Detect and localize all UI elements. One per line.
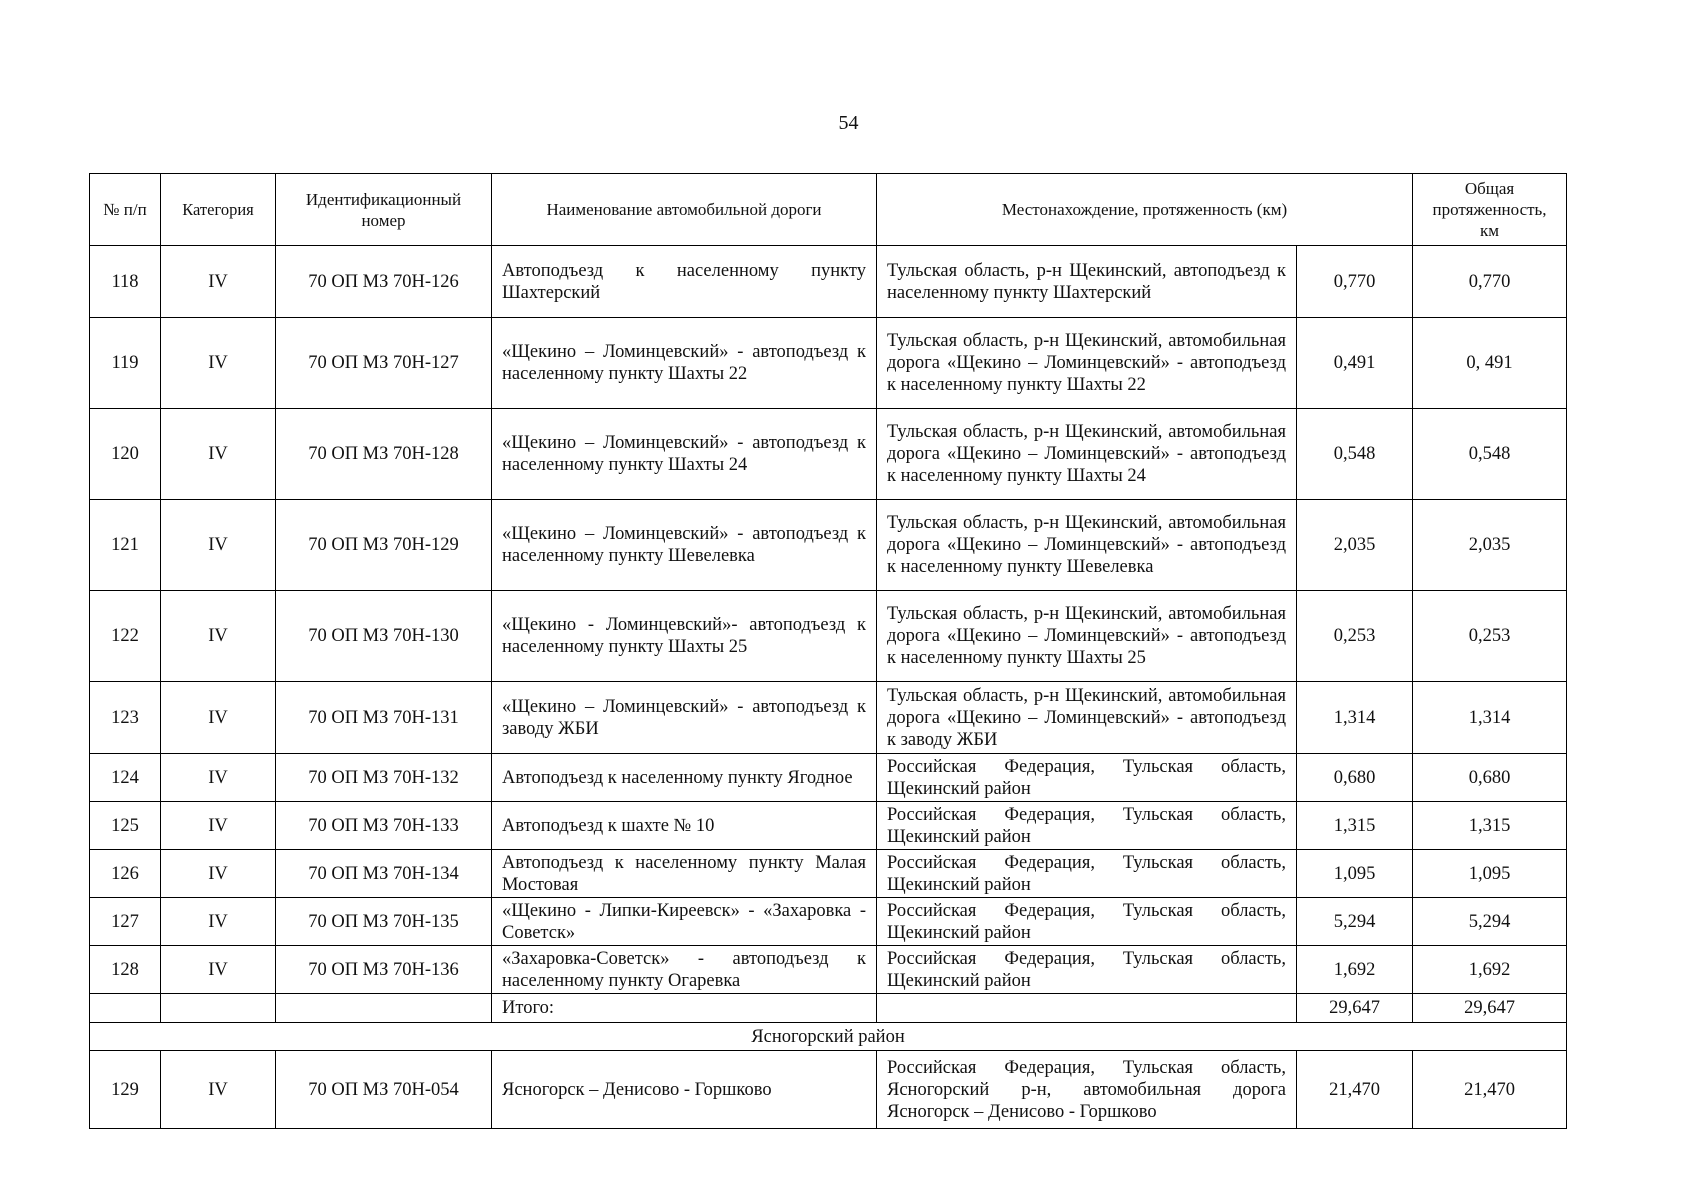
total-row <box>90 994 1567 1023</box>
row-length: 1,692 <box>1297 946 1413 994</box>
row-category: IV <box>161 1051 276 1129</box>
row-num: 122 <box>90 591 161 682</box>
row-total: 1,314 <box>1413 682 1567 754</box>
row-total: 0, 491 <box>1413 318 1567 409</box>
row-location: Тульская область, р-н Щекинский, автомобильная дорога «Щекино – Ломинцевский» - автоподъезд к населенному пункту Шахты 24 <box>877 409 1297 500</box>
row-num: 127 <box>90 898 161 946</box>
row-total: 0,680 <box>1413 754 1567 802</box>
roads-table <box>89 173 1567 1129</box>
table-row <box>90 802 1567 850</box>
row-category: IV <box>161 850 276 898</box>
row-name: «Щекино – Ломинцевский» - автоподъезд к населенному пункту Шахты 24 <box>492 409 877 500</box>
row-location: Российская Федерация, Тульская область, Щекинский район <box>877 802 1297 850</box>
row-length: 0,770 <box>1297 246 1413 318</box>
row-length: 1,314 <box>1297 682 1413 754</box>
row-id: 70 ОП МЗ 70Н-131 <box>276 682 492 754</box>
row-name: «Щекино - Ломинцевский»- автоподъезд к населенному пункту Шахты 25 <box>492 591 877 682</box>
row-name: Автоподъезд к шахте № 10 <box>492 802 877 850</box>
total-empty-cell <box>161 994 276 1023</box>
header-num: № п/п <box>90 174 161 246</box>
row-total: 1,315 <box>1413 802 1567 850</box>
row-id: 70 ОП МЗ 70Н-135 <box>276 898 492 946</box>
header-name: Наименование автомобильной дороги <box>492 174 877 246</box>
row-id: 70 ОП МЗ 70Н-054 <box>276 1051 492 1129</box>
table-row <box>90 946 1567 994</box>
row-name: Ясногорск – Денисово - Горшково <box>492 1051 877 1129</box>
row-length: 5,294 <box>1297 898 1413 946</box>
row-length: 1,315 <box>1297 802 1413 850</box>
row-total: 0,548 <box>1413 409 1567 500</box>
row-location: Тульская область, р-н Щекинский, автомобильная дорога «Щекино – Ломинцевский» - автоподъезд к заводу ЖБИ <box>877 682 1297 754</box>
row-name: «Щекино – Ломинцевский» - автоподъезд к населенному пункту Шахты 22 <box>492 318 877 409</box>
row-num: 121 <box>90 500 161 591</box>
row-category: IV <box>161 246 276 318</box>
table-row <box>90 246 1567 318</box>
row-location: Тульская область, р-н Щекинский, автомобильная дорога «Щекино – Ломинцевский» - автоподъезд к населенному пункту Шахты 22 <box>877 318 1297 409</box>
row-num: 124 <box>90 754 161 802</box>
row-category: IV <box>161 500 276 591</box>
row-length: 0,680 <box>1297 754 1413 802</box>
row-name: Автоподъезд к населенному пункту Ягодное <box>492 754 877 802</box>
row-category: IV <box>161 898 276 946</box>
row-location: Российская Федерация, Тульская область, Щекинский район <box>877 898 1297 946</box>
row-location: Российская Федерация, Тульская область, Щекинский район <box>877 850 1297 898</box>
row-total: 2,035 <box>1413 500 1567 591</box>
row-category: IV <box>161 802 276 850</box>
table-row <box>90 898 1567 946</box>
row-location: Тульская область, р-н Щекинский, автомобильная дорога «Щекино – Ломинцевский» - автоподъезд к населенному пункту Шахты 25 <box>877 591 1297 682</box>
table-row <box>90 682 1567 754</box>
row-num: 119 <box>90 318 161 409</box>
row-id: 70 ОП МЗ 70Н-133 <box>276 802 492 850</box>
row-category: IV <box>161 591 276 682</box>
row-location: Российская Федерация, Тульская область, Ясногорский р-н, автомобильная дорога Ясногорск – Денисово - Горшково <box>877 1051 1297 1129</box>
row-length: 0,548 <box>1297 409 1413 500</box>
row-id: 70 ОП МЗ 70Н-129 <box>276 500 492 591</box>
table-row <box>90 850 1567 898</box>
row-location: Российская Федерация, Тульская область, Щекинский район <box>877 946 1297 994</box>
row-name: «Щекино – Ломинцевский» - автоподъезд к населенному пункту Шевелевка <box>492 500 877 591</box>
row-length: 21,470 <box>1297 1051 1413 1129</box>
header-location: Местонахождение, протяженность (км) <box>877 174 1413 246</box>
row-name: Автоподъезд к населенному пункту Малая Мостовая <box>492 850 877 898</box>
row-id: 70 ОП МЗ 70Н-134 <box>276 850 492 898</box>
row-category: IV <box>161 754 276 802</box>
row-name: «Щекино - Липки-Киреевск» - «Захаровка - Советск» <box>492 898 877 946</box>
row-length: 0,253 <box>1297 591 1413 682</box>
row-total: 0,253 <box>1413 591 1567 682</box>
total-empty-cell <box>877 994 1297 1023</box>
row-num: 128 <box>90 946 161 994</box>
row-num: 118 <box>90 246 161 318</box>
row-category: IV <box>161 682 276 754</box>
table-row <box>90 409 1567 500</box>
row-category: IV <box>161 409 276 500</box>
row-total: 21,470 <box>1413 1051 1567 1129</box>
row-name: Автоподъезд к населенному пункту Шахтерский <box>492 246 877 318</box>
row-total: 5,294 <box>1413 898 1567 946</box>
table-row <box>90 1051 1567 1129</box>
row-id: 70 ОП МЗ 70Н-136 <box>276 946 492 994</box>
row-total: 1,095 <box>1413 850 1567 898</box>
row-length: 2,035 <box>1297 500 1413 591</box>
page-number: 54 <box>838 112 859 134</box>
table-row <box>90 754 1567 802</box>
row-id: 70 ОП МЗ 70Н-126 <box>276 246 492 318</box>
header-category: Категория <box>161 174 276 246</box>
table-row <box>90 318 1567 409</box>
row-category: IV <box>161 318 276 409</box>
row-length: 1,095 <box>1297 850 1413 898</box>
row-id: 70 ОП МЗ 70Н-130 <box>276 591 492 682</box>
total-length: 29,647 <box>1297 994 1413 1023</box>
row-location: Тульская область, р-н Щекинский, автоподъезд к населенному пункту Шахтерский <box>877 246 1297 318</box>
header-total: Общая протяженность, км <box>1413 174 1567 246</box>
row-location: Российская Федерация, Тульская область, Щекинский район <box>877 754 1297 802</box>
row-name: «Захаровка-Советск» - автоподъезд к населенному пункту Огаревка <box>492 946 877 994</box>
row-length: 0,491 <box>1297 318 1413 409</box>
total-empty-cell <box>90 994 161 1023</box>
table-header <box>90 174 1567 246</box>
row-num: 120 <box>90 409 161 500</box>
total-sum: 29,647 <box>1413 994 1567 1023</box>
row-id: 70 ОП МЗ 70Н-132 <box>276 754 492 802</box>
row-num: 129 <box>90 1051 161 1129</box>
row-num: 123 <box>90 682 161 754</box>
total-label: Итого: <box>492 994 877 1023</box>
section-title: Ясногорский район <box>90 1023 1567 1051</box>
table-row <box>90 500 1567 591</box>
table-row <box>90 591 1567 682</box>
row-total: 1,692 <box>1413 946 1567 994</box>
row-total: 0,770 <box>1413 246 1567 318</box>
row-num: 126 <box>90 850 161 898</box>
row-num: 125 <box>90 802 161 850</box>
row-location: Тульская область, р-н Щекинский, автомобильная дорога «Щекино – Ломинцевский» - автоподъезд к населенному пункту Шевелевка <box>877 500 1297 591</box>
row-category: IV <box>161 946 276 994</box>
total-empty-cell <box>276 994 492 1023</box>
header-id: Идентификационный номер <box>276 174 492 246</box>
row-name: «Щекино – Ломинцевский» - автоподъезд к заводу ЖБИ <box>492 682 877 754</box>
section-row <box>90 1023 1567 1051</box>
row-id: 70 ОП МЗ 70Н-127 <box>276 318 492 409</box>
row-id: 70 ОП МЗ 70Н-128 <box>276 409 492 500</box>
